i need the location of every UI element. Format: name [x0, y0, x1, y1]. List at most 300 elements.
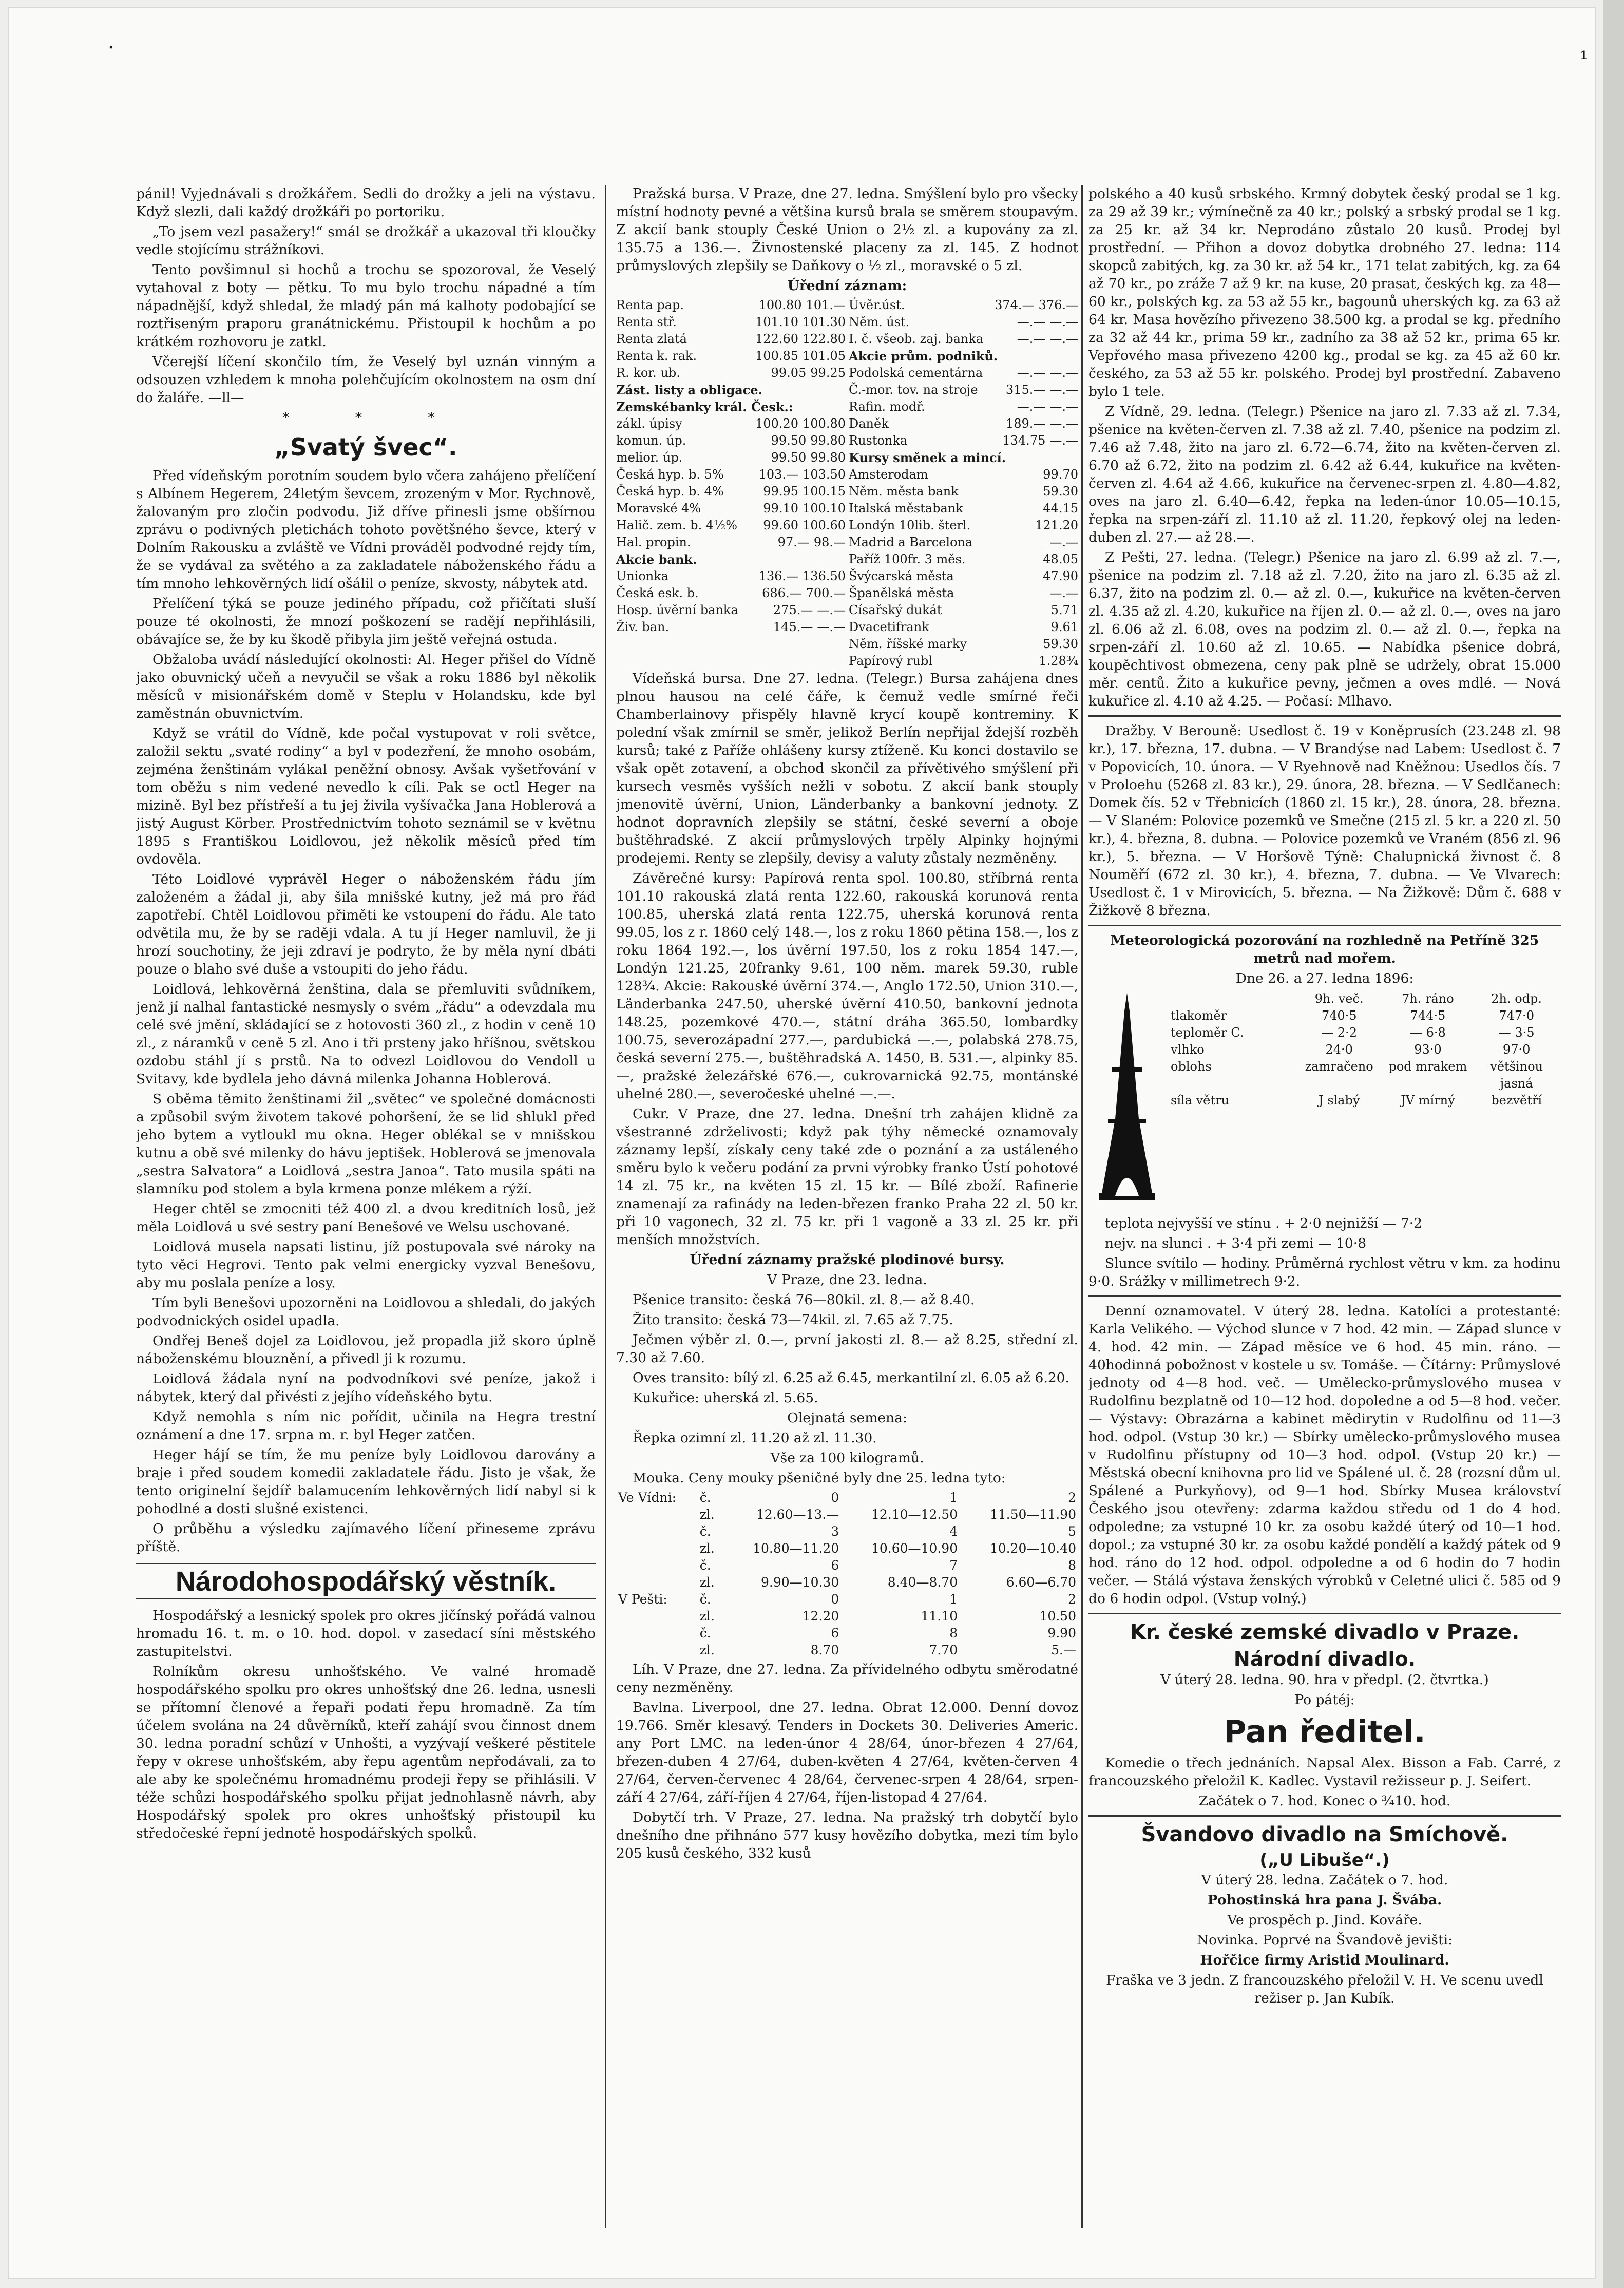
row-value: 136.—: [758, 569, 799, 583]
exchange-row: [616, 415, 846, 432]
exchange-row: [616, 466, 846, 483]
weather-cell: JV mírný: [1401, 1093, 1455, 1108]
exchange-row: [616, 500, 846, 517]
row-label: melior. úp.: [616, 450, 683, 465]
table-cell: 2: [1068, 1490, 1076, 1505]
column-3: [1088, 185, 1561, 2226]
row-value: 100.80: [803, 416, 846, 431]
exchange-row: [616, 483, 846, 500]
exchange-row: [616, 398, 846, 415]
exchange-row: [849, 636, 1078, 653]
exchange-row: [616, 602, 846, 619]
row-label: Něm. města bank: [849, 484, 959, 499]
exchange-table: [616, 297, 1078, 670]
dateline: V Praze, dne 23. ledna.: [767, 1272, 927, 1288]
table-cell: zl.: [699, 1609, 715, 1624]
row-value: 275.—: [773, 603, 813, 617]
schedule-line: Novinka. Poprvé na Švandově jevišti:: [1196, 1932, 1453, 1948]
petrin-tower-icon: [1088, 990, 1166, 1211]
row-value: 99.80: [810, 433, 846, 448]
row-value: 145.—: [773, 620, 813, 634]
play-title: Pan ředitel.: [1224, 1714, 1426, 1750]
row-label: Papírový rubl: [849, 654, 933, 668]
row-label: Zemskébanky král. Česk.:: [616, 399, 793, 414]
row-value: —.—: [1017, 366, 1046, 380]
row-label: Kursy směnek a mincí.: [849, 450, 1006, 465]
row-value: 376.—: [1038, 298, 1078, 312]
column-1: [136, 185, 596, 2226]
table-cell: 9.90—10.30: [761, 1575, 839, 1590]
row-value: 1.28¾: [1039, 654, 1078, 668]
row-value: 122.60: [755, 332, 799, 346]
row-value: —.—: [1049, 383, 1078, 397]
paragraph: Dražby. V Berouně: Usedlost č. 19 v Koněprusích (23.248 zl. 98 kr.), 17. března, 17. dubna. — V Brandýse nad Labem: Usedlost č. 7 v Popovicích, 10. února. — V Ryehnově nad Kněžnou: Usedlos čís. 7 v Proloehu (5268 zl. 83 kr.), 29. února, 28. března. — V Sedlčanech: Domek čís. 52 v Třebnicích (1860 zl. 15 kr.), 28. února, 28. března. — V Slaném: Polovice pozemků ve Smečne (215 zl. 5 kr. a 220 zl. 50 kr.), 4. března, 8. dubna. — Polovice pozemků ve Vraném (856 zl. 96 kr.), 5. března. — V Horšově Týně: Chalupnická živnost č. 8 Nouměří (672 zl. 30 kr.), 4. března, 7. dubna. — Ve Vlvarech: Usedlost č. 1 v Mirovicích, 5. března. — Na Žižkově: Dům č. 688 v Žižkově 8 března.: [1088, 723, 1561, 919]
scan-edge: [1603, 0, 1624, 2288]
row-value: —.—: [1049, 586, 1078, 600]
paragraph: „To jsem vezl pasažery!“ smál se drožkář a ukazoval tři kloučky vedle stojícímu strážníkovi.: [136, 224, 596, 258]
table-cell: 6: [831, 1626, 839, 1641]
schedule-line: Pohostinská hra pana J. Švába.: [1207, 1892, 1442, 1908]
row-value: 101.—: [806, 298, 846, 312]
table-cell: 1: [949, 1592, 958, 1607]
schedule-line: Ve prospěch p. Jind. Kováře.: [1227, 1912, 1422, 1928]
row-label: Č.-mor. tov. na stroje: [849, 383, 978, 397]
paragraph: Bavlna. Liverpool, dne 27. ledna. Obrat 12.000. Denní dovoz 19.766. Směr klesavý. Tenders in Dockets 30. Deliveries Americ. any Port LMC. na leden-únor 4 28/64, únor-březen 4 27/64, březen-duben 4 27/64, duben-květen 4 27/64, květen-červen 4 27/64, červen-červenec 4 28/64, červenec-srpen 4 28/64, srpen-září 4 27/64, září-říjen 4 27/64, říjen-listopad 4 27/64.: [616, 1700, 1078, 1805]
row-label: Rafin. modř.: [849, 399, 925, 414]
schedule-line: Fraška ve 3 jedn. Z francouzského přeložil V. H. Ve scenu uvedl režiser p. Jan Kubík.: [1106, 1972, 1543, 2006]
weather-cell: 93·0: [1414, 1042, 1442, 1057]
exchange-row: [616, 382, 846, 398]
exchange-row: [849, 517, 1078, 534]
table-cell: 8: [949, 1626, 958, 1641]
weather-note: teplota nejvyšší ve stínu . + 2·0 nejnižší — 7·2: [1105, 1215, 1423, 1231]
row-label: Renta zlatá: [616, 332, 687, 346]
flour-price-table: [616, 1489, 1078, 1658]
row-label: Madrid a Barcelona: [849, 535, 973, 549]
table-cell: 8.70: [810, 1643, 839, 1657]
row-value: 48.05: [1043, 552, 1078, 566]
row-label: Česká hyp. b. 5%: [616, 467, 724, 482]
row-value: 9.61: [1050, 620, 1078, 634]
table-cell: 7.70: [929, 1643, 958, 1657]
weather-cell: 744·5: [1410, 1008, 1446, 1023]
row-value: 700.—: [806, 586, 846, 600]
subheading: Olejnatá semena:: [787, 1410, 907, 1426]
table-row: [616, 1540, 1078, 1557]
table-cell: 12.10—12.50: [871, 1507, 958, 1522]
table-cell: [616, 1608, 698, 1625]
table-cell: 6: [831, 1558, 839, 1573]
row-value: 136.50: [803, 569, 846, 583]
weather-cell: 747·0: [1499, 1008, 1534, 1023]
table-row: [616, 1557, 1078, 1574]
paragraph: Ondřej Beneš dojel za Loidlovou, jež propadla již skoro úplně náboženskému blouznění, a přivedl ji k rozumu.: [136, 1333, 596, 1367]
exchange-row: [616, 348, 846, 365]
weather-cell: 97·0: [1502, 1042, 1531, 1057]
scan-mark: ·: [108, 36, 114, 60]
weather-note: Slunce svítilo — hodiny. Průměrná rychlost větru v km. za hodinu 9·0. Srážky v millimetrech 9·2.: [1088, 1255, 1561, 1289]
paragraph: Líh. V Praze, dne 27. ledna. Za přívidelného odbytu směrodatné ceny nezměněny.: [616, 1662, 1078, 1695]
table-cell: 10.50: [1039, 1609, 1076, 1624]
exchange-row: [849, 483, 1078, 500]
table-cell: č.: [699, 1626, 711, 1641]
paragraph: Loidlová žádala nyní na podvodníkovi své peníze, jakož i nábytek, který dal přivésti z jejího vídeňského bytu.: [136, 1371, 596, 1405]
row-label: Rustonka: [849, 433, 908, 448]
exchange-row: [849, 619, 1078, 636]
weather-cell: zamračeno: [1305, 1059, 1373, 1074]
table-cell: [616, 1642, 698, 1658]
exchange-row: [849, 382, 1078, 398]
weather-row: [1171, 1041, 1561, 1058]
weather-row: [1171, 1058, 1561, 1092]
scan-mark: ¹: [1579, 47, 1588, 71]
row-value: 99.50: [771, 450, 807, 465]
row-value: —.—: [1049, 399, 1078, 414]
paragraph: Přelíčení týká se pouze jediného případu, což přičítati sluší pouze té okolnosti, že mnozí poškození se radějí nepřihlásili, obávajíce se, že by ku škodě přibyla jim ještě veřejná ostuda.: [136, 596, 596, 647]
weather-cell: 740·5: [1321, 1008, 1357, 1023]
table-cell: 8: [1068, 1558, 1076, 1573]
theatre-title: Kr. české zemské divadlo v Praze.: [1130, 1620, 1520, 1644]
paragraph: Obžaloba uvádí následující okolnosti: Al. Heger přišel do Vídně jako obuvnický učeň a nevyučil se však a roku 1886 byl několik měsíců v misionářském domě v Steplu v Holandsku, kde byl zaměstnán obuvnictvím.: [136, 652, 596, 721]
paragraph: Pražská bursa. V Praze, dne 27. ledna. Smýšlení bylo pro všecky místní hodnoty pevné a většina kursů brala se směrem stoupavým. Z akcií bank stouply České Union o 2½ zl. a kupovány za zl. 135.75 a 136.—. Živnostenské placeny za zl. 145. Z hodnot průmyslových zlepšily se Daňkovy o ½ zl., moravské o 5 zl.: [616, 186, 1078, 274]
exchange-row: [616, 534, 846, 551]
paragraph: pánil! Vyjednávali s drožkářem. Sedli do drožky a jeli na výstavu. Když slezli, dali každý drožkáři po portoriku.: [136, 186, 596, 220]
exchange-row: [616, 517, 846, 534]
weather-cell: 24·0: [1325, 1042, 1353, 1057]
paragraph: S oběma těmito ženštinami žil „světec“ ve společné domácnosti a způsobil svým životem takové pohoršení, že se lid shlukl před jeho bytem a vytloukl mu okna. Heger oblékal se v mnišskou kutnu a obě své milenky do hávu jeptišek. Hoblerová se jmenovala „sestra Salvatora“ a Loidlová „sestra Janoa“. Tato musila spáti na slamníku pod stolem a byla krmena ponze mlékem a rýží.: [136, 1091, 596, 1197]
table-cell: č.: [699, 1524, 711, 1539]
row-value: —.—: [1049, 433, 1078, 448]
table-cell: 10.60—10.90: [871, 1541, 958, 1556]
table-cell: 5.—: [1051, 1643, 1076, 1657]
theatre-subtitle: Národní divadlo.: [1233, 1648, 1416, 1670]
row-label: Podolská cementárna: [849, 366, 983, 380]
divider: [1088, 1613, 1561, 1614]
weather-cell: vlhko: [1171, 1042, 1205, 1057]
table-cell: č.: [699, 1558, 711, 1573]
row-value: 374.—: [995, 298, 1035, 312]
row-value: —.—: [1049, 315, 1078, 329]
paragraph: Cukr. V Praze, dne 27. ledna. Dnešní trh zahájen klidně za všestranné zdrželivosti; když pak týhy německé oznamovaly záznamy lepší, získaly ceny také zde o poznání a za ustáleného směru bylo k večeru podání za prvni výrobky franko Ústí pohotové 14 zl. 75 kr., na květen 15 zl. 15 kr. — Bílé zboží. Rafinerie znamenají za rafinády na leden-březen franko Praha 22 zl. 50 kr. při 10 vagonech, 32 zl. 75 kr. při 1 vagoně a 33 zl. 25 kr. při menších množstvích.: [616, 1106, 1078, 1248]
paragraph: Pšenice transito: česká 76—80kil. zl. 8.— až 8.40.: [633, 1292, 975, 1308]
row-value: —.—: [1017, 315, 1046, 329]
table-cell: zl.: [699, 1541, 715, 1556]
row-value: 686.—: [762, 586, 802, 600]
table-cell: č.: [699, 1490, 711, 1505]
paragraph: Když nemohla s ním nic pořídit, učinila na Hegra trestní oznámení a dne 17. srpna m. r. byl Heger zatčen.: [136, 1409, 596, 1443]
theatre-title: Švandovo divadlo na Smíchově.: [1141, 1823, 1508, 1846]
table-cell: 5: [1068, 1524, 1076, 1539]
table-cell: 0: [831, 1592, 839, 1607]
table-cell: 4: [949, 1524, 958, 1539]
paragraph: Mouka. Ceny mouky pšeničné byly dne 25. ledna tyto:: [633, 1470, 1006, 1486]
paragraph: Dobytčí trh. V Praze, 27. ledna. Na pražský trh dobytčí bylo dnešního dne přihnáno 577 kusy hovězího dobytka, mezi tím bylo 205 kusů českého, 332 kusů: [616, 1809, 1078, 1861]
exchange-row: [616, 551, 846, 568]
row-label: Něm. úst.: [849, 315, 910, 329]
exchange-row: [849, 449, 1078, 466]
table-cell: 0: [831, 1490, 839, 1505]
table-cell: 10.20—10.40: [989, 1541, 1076, 1556]
paragraph: Ječmen výběr zl. 0.—, první jakosti zl. 8.— až 8.25, střední zl. 7.30 až 7.60.: [616, 1332, 1078, 1366]
table-cell: 12.60—13.—: [756, 1507, 839, 1522]
paragraph: Heger hájí se tím, že mu peníze byly Loidlovou darovány a braje i před soudem komedii zakladatele řádu. Jisto je však, že tento originelní šejdíř balamucením lehkověrných lidí nabyl si k pohodlné a dosti slušné existenci.: [136, 1447, 596, 1517]
row-value: 101.10: [755, 315, 799, 329]
exchange-row: [616, 331, 846, 348]
paragraph: Hospodářský a lesnický spolek pro okres jičínský pořádá valnou hromadu 16. t. m. o 10. hod. dopol. v zasedací síni městského zastupitelstvi.: [136, 1608, 596, 1660]
row-label: Úvěr.úst.: [849, 298, 905, 312]
table-cell: 6.60—6.70: [1006, 1575, 1076, 1590]
row-label: Hosp. úvěrní banka: [616, 603, 738, 617]
row-label: Hal. propin.: [616, 535, 691, 549]
column-2: [616, 185, 1078, 2226]
weather-cell: J slabý: [1318, 1093, 1360, 1108]
row-label: komun. úp.: [616, 433, 686, 448]
play-title: Hořčice firmy Aristid Moulinard.: [1200, 1952, 1449, 1968]
weather-note: nejv. na slunci . + 3·4 při zemi — 10·8: [1105, 1235, 1367, 1251]
row-value: 47.90: [1043, 569, 1078, 583]
paragraph: Komedie o třech jednáních. Napsal Alex. Bisson a Fab. Carré, z francouzského přeložil K. Kadlec. Vystavil režisseur p. J. Seifert.: [1088, 1755, 1561, 1789]
exchange-row: [849, 398, 1078, 415]
table-cell: zl.: [699, 1507, 715, 1522]
row-label: Španělská města: [849, 586, 954, 600]
row-label: Akcie bank.: [616, 552, 697, 567]
row-label: Londýn 10lib. šterl.: [849, 518, 971, 532]
row-value: 101.05: [803, 349, 846, 363]
table-cell: [616, 1523, 698, 1540]
row-value: 5.71: [1050, 603, 1078, 617]
table-cell: Ve Vídni:: [618, 1490, 677, 1505]
paragraph: Závěrečné kursy: Papírová renta spol. 100.80, stříbrná renta 101.10 rakouská zlatá renta 122.60, rakouská korunová renta 100.85, uherská zlatá renta 122.75, uherská korunová renta 99.05, los z r. 1860 celý 148.—, los z roku 1860 pětina 158.—, los z roku 1864 192.—, los úvěrní 197.50, los z roku 1854 147.—, Londýn 121.25, 20franky 9.61, 100 něm. marek 59.30, ruble 128¾. Akcie: Rakouské úvěrní 374.—, Anglo 172.50, Union 310.—, Länderbanka 247.50, uherské úvěrní 410.50, bankovní jednota 148.25, pozemkové 470.—, státní dráha 365.50, lombardky 100.75, severozápadní 277.—, pardubická —.—, polabská 278.75, česká severní 275.—, buštěhradská A. 1450, B. 531.—, alpinky 85.—, pražské železářské 676.—, cukrovarnická 92.75, montánské uhelné 280.—, severočeské uhelné —.—.: [616, 870, 1078, 1102]
weather-cell: bezvětří: [1491, 1093, 1542, 1108]
row-value: 99.50: [771, 433, 807, 448]
row-value: 100.60: [803, 518, 846, 532]
weather-block: [1088, 990, 1561, 1211]
exchange-table-right: [849, 297, 1078, 670]
row-value: 100.10: [803, 501, 846, 516]
divider: [1088, 1815, 1561, 1817]
section-title-economy: Národohospodářský věstník.: [136, 1563, 596, 1599]
table-row: [616, 1489, 1078, 1506]
exchange-row: [849, 500, 1078, 517]
row-value: 99.10: [763, 501, 799, 516]
table-cell: [616, 1506, 698, 1523]
weather-row: [1171, 1007, 1561, 1024]
row-label: Paříž 100fr. 3 měs.: [849, 552, 966, 566]
exchange-table-left: [616, 297, 846, 670]
exchange-row: [849, 653, 1078, 670]
row-label: Moravské 4%: [616, 501, 701, 516]
row-label: Dvacetifrank: [849, 620, 929, 634]
row-value: 122.80: [803, 332, 846, 346]
table-row: [616, 1574, 1078, 1591]
schedule-line: V úterý 28. ledna. Začátek o 7. hod.: [1201, 1872, 1448, 1888]
weather-notes: [1088, 1214, 1561, 1290]
table-row: [616, 1642, 1078, 1658]
row-value: 134.75: [1002, 433, 1046, 448]
table-cell: 2: [1068, 1592, 1076, 1607]
schedule-line: V úterý 28. ledna. 90. hra v předpl. (2. čtvrtka.): [1160, 1672, 1489, 1688]
weather-title: Meteorologická pozorování na rozhledně na Petříně 325 metrů nad mořem.: [1110, 932, 1539, 966]
weather-cell: 7h. ráno: [1402, 992, 1454, 1006]
table-cell: 11.10: [921, 1609, 958, 1624]
exchange-row: [616, 314, 846, 331]
row-value: 99.05: [771, 366, 807, 380]
table-cell: [616, 1540, 698, 1557]
weather-cell: síla větru: [1171, 1093, 1229, 1108]
table-cell: 1: [949, 1490, 958, 1505]
row-value: 121.20: [1035, 518, 1078, 532]
weather-cell: tlakoměr: [1171, 1008, 1227, 1023]
table-cell: č.: [699, 1592, 711, 1607]
row-value: —.—: [1049, 366, 1078, 380]
exchange-row: [849, 297, 1078, 314]
exchange-row: [849, 568, 1078, 585]
exchange-row: [616, 568, 846, 585]
table-cell: 3: [831, 1524, 839, 1539]
table-cell: 9.90: [1047, 1626, 1076, 1641]
table-title: Úřední záznam:: [787, 278, 907, 294]
weather-cell: — 2·2: [1321, 1025, 1358, 1040]
exchange-row: [849, 348, 1078, 365]
row-value: —.—: [1049, 416, 1078, 431]
row-value: 99.95: [763, 484, 799, 499]
paragraph: Z Vídně, 29. ledna. (Telegr.) Pšenice na jaro zl. 7.33 až zl. 7.34, pšenice na květen-červen zl. 7.38 až zl. 7.40, pšenice na podzim zl. 7.46 až 7.48, žito na jaro zl. 6.72—6.74, žito na květen-červen zl. 6.70 až 6.72, žito na podzim zl. 6.42 až 6.44, kukuřice na květen-červen zl. 4.64 až 4.66, kukuřice na červenec-srpen zl. 4.80—4.82, oves na jaro zl. 6.40—6.42, řepka na leden-únor 10.05—10.15, řepka na srpen-září zl. 11.10 až zl. 11.20, řepkový olej na leden-duben zl. 27.— až 28.—.: [1088, 404, 1561, 545]
table-row: [616, 1625, 1078, 1642]
weather-cell: [1171, 990, 1295, 1007]
weather-cell: většinou jasná: [1490, 1059, 1543, 1091]
row-value: 100.80: [758, 298, 802, 312]
weather-cell: pod mrakem: [1388, 1059, 1467, 1074]
row-value: 99.25: [810, 366, 846, 380]
row-label: Švýcarská města: [849, 569, 954, 583]
row-value: 103.—: [758, 467, 799, 482]
row-value: 99.70: [1043, 467, 1078, 482]
paragraph: Kukuřice: uherská zl. 5.65.: [633, 1390, 818, 1406]
exchange-row: [849, 551, 1078, 568]
row-label: Akcie prům. podniků.: [849, 349, 998, 364]
table-cell: V Pešti:: [618, 1592, 667, 1607]
table-cell: 7: [949, 1558, 958, 1573]
exchange-row: [849, 314, 1078, 331]
theatre-subtitle: („U Libuše“.): [1259, 1850, 1390, 1871]
weather-cell: — 3·5: [1498, 1025, 1535, 1040]
exchange-row: [616, 432, 846, 449]
paragraph: Rolníkům okresu unhošťského. Ve valné hromadě hospodářského spolku pro okres unhošťský dne 26. ledna, usnesli se přítomní členové a řepaři podati řepu hromadně. Za tím účelem svolána na 24 důvěrníků, kteří zahájí svou činnost dnem 30. ledna poradní schůzí v Unhošti, a vyzývají veškeré pěstitele řepy v okrese unhošťském, aby řepu agentům nepřodávali, za to ale aby ke společnému hromadnému prodeji řepy se přihlásili. V téže schůzi hospodářského spolku přijat jednohlasně návrh, aby Hospodářský spolek pro okres unhošťský přistoupil ku středočeské řepní jednotě hospodářských spolků.: [136, 1664, 596, 1841]
row-value: 100.15: [803, 484, 846, 499]
row-label: Císařský dukát: [849, 603, 942, 617]
divider: [1088, 715, 1561, 717]
row-label: Daněk: [849, 416, 889, 431]
weather-row: [1171, 1092, 1561, 1109]
row-label: Renta k. rak.: [616, 349, 697, 363]
paragraph: Heger chtěl se zmocniti též 400 zl. a dvou kreditních losů, jež měla Loidlová u své sestry paní Benešové ve Welsu uschované.: [136, 1201, 596, 1235]
exchange-row: [616, 365, 846, 382]
row-label: Italská městabank: [849, 501, 963, 516]
table-cell: 10.80—11.20: [753, 1541, 839, 1556]
weather-row: [1171, 990, 1561, 1007]
row-value: 101.30: [803, 315, 846, 329]
paragraph: Tento povšimnul si hochů a trochu se spozoroval, že Veselý vytahoval z boty — pětku. To mu bylo trochu nápadné a tím nápadnější, když shledal, že mladý pán má kalhoty podobající se roztřiseným praporu granátnickému. Přistoupil k hochům a po krátkém rozhovoru je zatkl.: [136, 262, 596, 350]
row-value: —.—: [1017, 399, 1046, 414]
divider: [1088, 925, 1561, 926]
weather-cell: teploměr C.: [1171, 1025, 1244, 1040]
row-value: 315.—: [1005, 383, 1046, 397]
row-value: 59.30: [1043, 484, 1078, 499]
table-row: [616, 1506, 1078, 1523]
table-row: [616, 1591, 1078, 1608]
row-label: zákl. úpisy: [616, 416, 682, 431]
weather-cell: — 6·8: [1410, 1025, 1446, 1040]
paragraph: Z Pešti, 27. ledna. (Telegr.) Pšenice na jaro zl. 6.99 až zl. 7.—, pšenice na podzim zl. 7.18 až zl. 7.20, žito na jaro zl. 6.35 až zl. 6.37, žito na podzim zl. 0.— až zl. 0.—, kukuřice na květen-červen zl. 4.35 až zl. 4.20, kukuřice na říjen zl. 0.— až zl. 0.—, oves na jaro zl. 6.06 až zl. 6.08, oves na podzim zl. 0.— až zl. 0.—, řepka na srpen-září zl. 10.60 až zl. 10.65. — Nabídka pšenice dobrá, koupěchtivost obmezena, ceny pak plně se udržely, obrat 15.000 měr. centů. Žito a kukuřice pevny, ječmen a oves mdlé. — Nová kukuřice zl. 4.10 až 4.25. — Počasí: Mlhavo.: [1088, 549, 1561, 709]
section-title: Úřední záznamy pražské plodinové bursy.: [690, 1252, 1005, 1268]
exchange-row: [849, 602, 1078, 619]
row-label: Halič. zem. b. 4½%: [616, 518, 738, 532]
row-value: 99.60: [763, 518, 799, 532]
row-label: Zást. listy a obligace.: [616, 383, 763, 397]
table-cell: [616, 1574, 698, 1591]
table-cell: [616, 1625, 698, 1642]
column-rule: [605, 185, 606, 2228]
row-label: I. č. všeob. zaj. banka: [849, 332, 984, 346]
weather-table: [1171, 990, 1561, 1211]
table-cell: 8.40—8.70: [887, 1575, 958, 1590]
row-value: 100.20: [755, 416, 799, 431]
table-row: [616, 1608, 1078, 1625]
paragraph: Loidlová, lehkověrná ženština, dala se přemluviti svůdníkem, jenž jí nalhal fantastické nesmysly o svém „řádu“ a odevzdala mu celé své jmění, skládající se z hotovosti 360 zl., z hodin v ceně 10 zl., z náramků v ceně 5 zl. Ano i tři prsteny jako hříšnou, světskou ozdobu stáhl jí s prstů. Na to odvezl Loidlovou do Vendoll u Svitavy, kde bydlela jeho dávná milenka Johanna Hoblerová.: [136, 981, 596, 1087]
paragraph: Když se vrátil do Vídně, kde počal vystupovat v roli světce, založil sektu „svaté rodiny“ a byl v podezření, že mnoho osobám, zejména ženštinám vylákal peněžní obnosy. Avšak vyšetřování v tom oběžu s nim vedené nevedlo k cíli. Pak se octl Heger na mizině. Byl bez přístřeší a tu jej živila vyšívačka Jana Hoblerová a jistý August Körber. Prostřednictvím tohoto seznámil se v květnu 1895 s Františkou Loidlovou, jež několik měsíců před tím ovdověla.: [136, 726, 596, 867]
column-rule: [1081, 185, 1083, 2228]
table-cell: [616, 1557, 698, 1574]
row-value: —.—: [1017, 332, 1046, 346]
exchange-row: [849, 331, 1078, 348]
row-label: Renta stř.: [616, 315, 677, 329]
paragraph: Tím byli Benešovi upozorněni na Loidlovou a shledali, do jakých podvodnických osidel upadla.: [136, 1295, 596, 1329]
row-value: 97.—: [777, 535, 810, 549]
exchange-row: [849, 585, 1078, 602]
exchange-row: [849, 432, 1078, 449]
row-value: 189.—: [1005, 416, 1046, 431]
exchange-row: [849, 534, 1078, 551]
weather-cell: 2h. odp.: [1491, 992, 1542, 1006]
weather-cell: oblohs: [1171, 1059, 1212, 1074]
row-value: —.—: [817, 603, 846, 617]
paragraph: Loidlová musela napsati listinu, jíž postupovala své nároky na tyto věci Hegrovi. Tento pak velmi energicky vyzval Benešovu, aby mu poslala peníze a losy.: [136, 1239, 596, 1291]
exchange-row: [849, 365, 1078, 382]
paragraph: Denní oznamovatel. V úterý 28. ledna. Katolíci a protestanté: Karla Velikého. — Východ slunce v 7 hod. 42 min. — Západ slunce v 4. hod. 42 min. — Západ měsíce ve 6 hod. 45 min. ráno. — 40hodinná pobožnost v kostele u sv. Tomáše. — Čítárny: Průmyslové jednoty od 4—8 hod. več. — Umělecko-průmyslového musea v Rudolfinu bezplatně od 10—12 hod. dopoledne a od 5—8 hod. večer. — Výstavy: Obrazárna a kabinet mědirytin v Rudolfinu od 11—3 hod. odpol. (Vstup 30 kr.) — Sbírky umělecko-průmyslového musea v Rudolfinu přístupny od 10—3 hod. odpol. (Vstup 20 kr.) — Městská obecní knihovna pro lid ve Spálené ul. č. 28 (rozsní dům ul. Spálené a Purkyňovy), od 9—1 hod. Sbírky Musea království Českého jsou otevřeny: zdarma každou středu od 1 do 4 hod. odpoledne; za vstupné 10 kr. za osobu každé úterý od 10—1 hod. dopol.; za vstupné 30 kr. za osobu každé pondělí a každý pátek od 9 hod. ráno do 12 hod. odpol. odpoledne a od 6 hodin do 7 hodin večer. — Stálá výstava ženských výrobků v Celetné ulici č. 585 od 9 do 6 hodin odpol. (Vstup volný.): [1088, 1303, 1561, 1607]
exchange-row: [849, 415, 1078, 432]
row-value: 44.15: [1043, 501, 1078, 516]
table-cell: 11.50—11.90: [989, 1507, 1076, 1522]
separator-stars: * * *: [282, 410, 466, 426]
article-title: „Svatý švec“.: [274, 433, 457, 461]
row-label: Česká hyp. b. 4%: [616, 484, 724, 499]
divider: [1088, 1295, 1561, 1297]
paragraph: Této Loidlové vyprávěl Heger o náboženském řádu jím založeném a žádal ji, aby šila mnišské kutny, jež má pro řád zapotřebí. Chtěl Loidlovou přiměti ke vstoupení do řádu. Ale tato odvětila mu, že by se raději vdala. A tu jí Heger namluvil, že ji hrozí souchotiny, že jeji zdraví je podryto, že by měla nyní dbáti pouze o blaho své duše a vstoupiti do jeho řádu.: [136, 871, 596, 977]
row-label: R. kor. ub.: [616, 366, 680, 380]
row-label: Něm. říšské marky: [849, 637, 967, 651]
paragraph: polského a 40 kusů srbského. Krmný dobytek český prodal se 1 kg. za 29 až 39 kr.; výmínečně za 40 kr.; polský a srbský prodal se 1 kg. za 25 kr. až 34 kr. Neprodáno zůstalo 20 kusů. Prodej byl prostřední. — Přihon a dovoz dobytka drobného 27. ledna: 114 skopců zabitých, kg. za 30 kr. až 54 kr., 171 telat zabitých, kg. za 64 až 70 kr., po zráže 7 až 9 kr. na kuse, 20 prasat, českých kg. za 48—60 kr., polských kg. za 53 až 55 kr., bagounů uherských kg. za 63 až 64 kr. Masa hovězího přivezeno 38.500 kg. a prodal se kg. předního za 32 až 44 kr., prima 59 kr., zadního za 38 až 52 kr., prima 65 kr. Vepřového masa přivezeno 4200 kg., prodal se kg. za 45 až 60 kr. českého, za 53 až 55 kr. polského. Prodej byl prostřední. Zabaveno bylo 1 tele.: [1088, 186, 1561, 399]
table-row: [616, 1523, 1078, 1540]
row-value: 99.80: [810, 450, 846, 465]
paragraph: Žito transito: česká 73—74kil. zl. 7.65 až 7.75.: [633, 1312, 953, 1328]
weather-cell: 9h. več.: [1314, 992, 1364, 1006]
row-value: —.—: [1049, 332, 1078, 346]
exchange-row: [616, 297, 846, 314]
paragraph: O průběhu a výsledku zajímavého líčení přineseme zprávu příště.: [136, 1521, 596, 1555]
paragraph: Včerejší líčení skončilo tím, že Veselý byl uznán vinným a odsouzen vzhledem k mnoha polehčujícím okolnostem na osm dní do žaláře. —ll—: [136, 354, 596, 406]
paragraph: Vídeňská bursa. Dne 27. ledna. (Telegr.) Bursa zahájena dnes plnou hausou na celé čáře, k čemuž vedle smírné řeči Chamberlainovy přispěly hlavně krycí koupě kontreminy. K polední však zmírnil se směr, jelikož Berlín nepřijal ždejší rozběh kursů; také z Paříže ohlášeny kursy ztíženě. Ku konci dostavilo se však opět zotavení, a obchod skončil za přívětivého smýšlení při kursech vesměs vyšších nežli v sobotu. Z akcií bank stouply jmenovitě úvěrní, Union, Länderbanky a bankovní jednoty. Z hodnot dopravních zlepšily se státní, české severní a oboje buštěhradské. Z akcií průmyslových trpěly Alpinky hojnými prodejemi. Renty se zlepšily, devisy a valuty zůstaly nezměněny.: [616, 671, 1078, 866]
row-label: Unionka: [616, 569, 669, 583]
